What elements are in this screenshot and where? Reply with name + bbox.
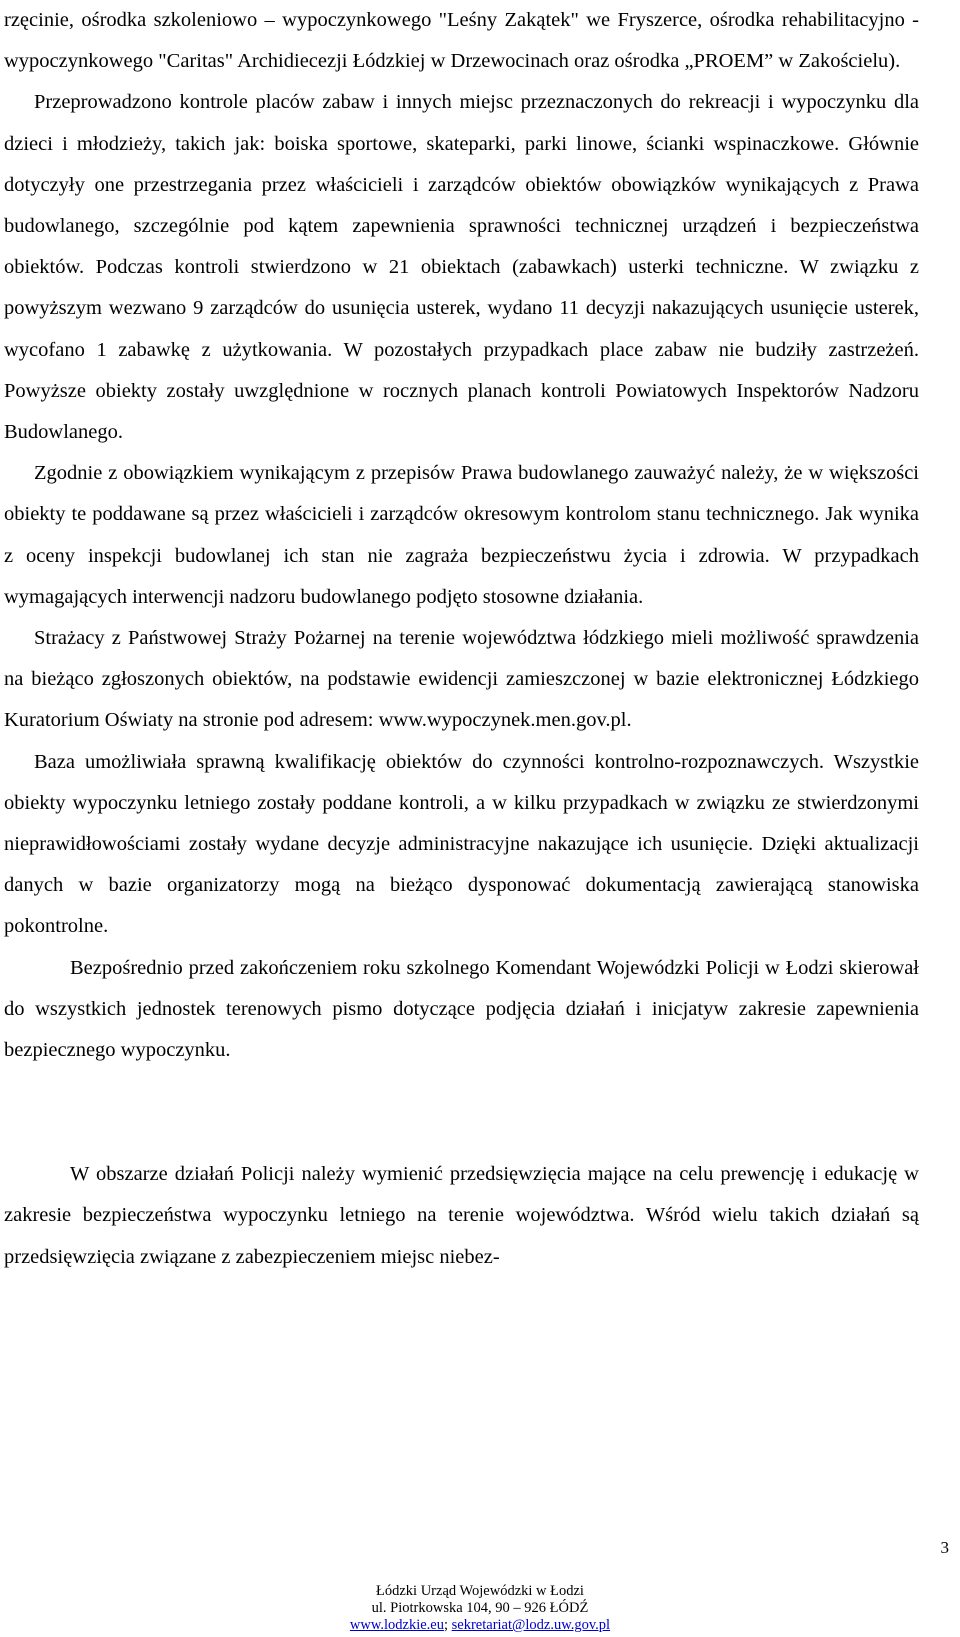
paragraph-7: W obszarze działań Policji należy wymienić przedsięwzięcia mające na celu prewencję i edukację w zakresie bezpieczeństwa wypoczynku letniego na terenie województwa. Wśród wielu takich działań są przedsięwzięcia związane z zabezpieczeniem miejsc niebez-: [4, 1163, 919, 1268]
footer-email-link[interactable]: sekretariat@lodz.uw.gov.pl: [451, 1617, 611, 1633]
page-footer: [0, 1583, 960, 1634]
paragraph-3: Zgodnie z obowiązkiem wynikającym z przepisów Prawa budowlanego zauważyć należy, że w większości obiekty te poddawane są przez właścicieli i zarządców okresowym kontrolom stanu technicznego. Jak wynika z oceny inspekcji budowlanej ich stan nie zagraża bezpieczeństwu życia i zdrowia. W przypadkach wymagających interwencji nadzoru budowlanego podjęto stosowne działania.: [4, 462, 919, 608]
paragraph-spacer: [4, 1071, 919, 1154]
page-number: 3: [940, 1538, 949, 1557]
paragraph-1: rzęcinie, ośrodka szkoleniowo – wypoczynkowego "Leśny Zakątek" we Fryszerce, ośrodka rehabilitacyjno - wypoczynkowego "Caritas" Archidiecezji Łódzkiej w Drzewocinach oraz ośrodka „PROEM” w Zakościelu).: [4, 9, 919, 73]
paragraph-6: Bezpośrednio przed zakończeniem roku szkolnego Komendant Wojewódzki Policji w Łodzi skierował do wszystkich jednostek terenowych pismo dotyczące podjęcia działań i inicjatyw zakresie zapewnienia bezpiecznego wypoczynku.: [4, 956, 919, 1062]
paragraph-5: Baza umożliwiała sprawną kwalifikację obiektów do czynności kontrolno-rozpoznawczych. Wszystkie obiekty wypoczynku letniego zostały poddane kontroli, a w kilku przypadkach w związku ze stwierdzonymi nieprawidłowościami zostały wydane decyzje administracyjne nakazujące ich usunięcie. Dzięki aktualizacji danych w bazie organizatorzy mogą na bieżąco dysponować dokumentacją zawierającą stanowiska pokontrolne.: [4, 750, 919, 938]
document-body: [4, 0, 919, 1278]
footer-website-link[interactable]: www.lodzkie.eu: [349, 1617, 444, 1633]
footer-office-name: Łódzki Urząd Wojewódzki w Łodzi: [376, 1583, 584, 1599]
paragraph-2: Przeprowadzono kontrole placów zabaw i innych miejsc przeznaczonych do rekreacji i wypoczynku dla dzieci i młodzieży, takich jak: boiska sportowe, skateparki, parki linowe, ścianki wspinaczkowe. Głównie dotyczyły one przestrzegania przez właścicieli i zarządców obiektów obowiązków wynikających z Prawa budowlanego, szczególnie pod kątem zapewnienia sprawności technicznej urządzeń i bezpieczeństwa obiektów. Podczas kontroli stwierdzono w 21 obiektach (zabawkach) usterki techniczne. W związku z powyższym wezwano 9 zarządców do usunięcia usterek, wydano 11 decyzji nakazujących usunięcie usterek, wycofano 1 zabawkę z użytkowania. W pozostałych przypadkach place zabaw nie budziły zastrzeżeń. Powyższe obiekty zostały uwzględnione w rocznych planach kontroli Powiatowych Inspektorów Nadzoru Budowlanego.: [4, 91, 919, 444]
footer-address: ul. Piotrkowska 104, 90 – 926 ŁÓDŹ: [371, 1600, 589, 1616]
paragraph-4: Strażacy z Państwowej Straży Pożarnej na terenie województwa łódzkiego mieli możliwość sprawdzenia na bieżąco zgłoszonych obiektów, na podstawie ewidencji zamieszczonej w bazie elektronicznej Łódzkiego Kuratorium Oświaty na stronie pod adresem: www.wypoczynek.men.gov.pl.: [4, 627, 919, 732]
footer-links: [0, 1617, 960, 1634]
footer-link-separator: ;: [443, 1617, 449, 1633]
